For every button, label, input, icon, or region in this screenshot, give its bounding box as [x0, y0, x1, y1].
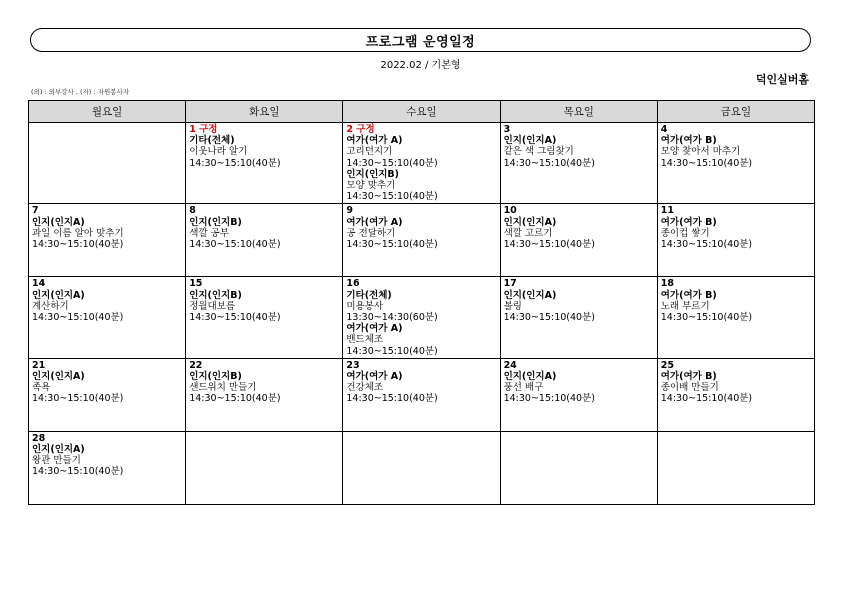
event-time: 14:30~15:10(40분) [189, 312, 281, 324]
event-category: 여가(여가 A) [346, 371, 403, 383]
event-time: 14:30~15:10(40분) [346, 191, 438, 203]
weekday-header-row [29, 101, 815, 123]
event-time: 14:30~15:10(40분) [32, 393, 124, 405]
event-time: 14:30~15:10(40분) [32, 239, 124, 251]
calendar-day-cell [500, 358, 657, 431]
calendar-day-cell [186, 204, 343, 277]
calendar-day-cell [29, 431, 186, 504]
event-category: 인지(인지B) [189, 371, 242, 383]
title-banner [30, 28, 811, 52]
event-category: 인지(인지B) [346, 168, 400, 180]
event-activity: 공 전달하기 [346, 227, 396, 239]
event-category: 인지(인지A) [32, 216, 85, 228]
event-activity: 고리던지기 [346, 146, 393, 158]
calendar-day-cell [29, 123, 186, 204]
day-number: 3 [503, 124, 511, 135]
day-number: 21 [32, 359, 46, 371]
calendar-day-cell [186, 277, 343, 358]
event-activity: 같은 색 그림찾기 [503, 146, 574, 158]
event-category: 인지(인지A) [503, 216, 557, 228]
event-activity: 모양 찾아서 마추기 [660, 146, 741, 158]
weekday-header: 월요일 [29, 101, 186, 123]
calendar-day-cell [186, 123, 343, 204]
event-activity: 노래 부르기 [660, 300, 710, 312]
calendar-day-cell [343, 358, 500, 431]
day-number: 7 [32, 205, 39, 217]
day-number: 11 [660, 205, 674, 217]
page-title: 프로그램 운영일정 [365, 34, 476, 50]
day-number: 22 [189, 359, 203, 371]
day-number: 23 [346, 359, 360, 371]
weekday-header: 금요일 [657, 101, 814, 123]
legend-note: (외) : 외부강사 , (자) : 자원봉사자 [31, 88, 130, 96]
event-activity: 볼링 [503, 300, 522, 312]
day-number: 24 [503, 359, 517, 371]
event-time: 14:30~15:10(40분) [503, 312, 595, 324]
event-time: 13:30~14:30(60분) [346, 312, 438, 324]
event-category: 여가(여가 B) [660, 216, 717, 228]
event-activity: 샌드위치 만들기 [189, 382, 257, 394]
event-category: 인지(인지A) [32, 444, 85, 456]
event-time: 14:30~15:10(40분) [32, 466, 124, 478]
day-number: 2 구정 [346, 124, 375, 135]
weekday-header: 화요일 [186, 101, 343, 123]
event-time: 14:30~15:10(40분) [189, 157, 281, 169]
calendar-day-cell [29, 204, 186, 277]
calendar-day-cell [657, 123, 814, 204]
day-number: 8 [189, 205, 196, 217]
event-category: 여가(여가 A) [346, 135, 403, 147]
event-category: 인지(인지A) [32, 371, 85, 383]
day-number: 17 [503, 278, 517, 290]
calendar-day-cell [29, 277, 186, 358]
event-time: 14:30~15:10(40분) [189, 393, 281, 405]
calendar-week-row [29, 431, 815, 504]
event-activity: 색깔 고르기 [503, 227, 553, 239]
event-activity: 계산하기 [32, 300, 69, 312]
calendar-day-cell [500, 123, 657, 204]
event-time: 14:30~15:10(40분) [660, 312, 753, 324]
calendar-day-cell [343, 123, 500, 204]
event-category: 인지(인지A) [503, 135, 557, 147]
calendar-body [29, 123, 815, 505]
event-activity: 과일 이름 알아 맞추기 [32, 227, 124, 239]
event-time: 14:30~15:10(40분) [503, 393, 595, 405]
event-category: 여가(여가 B) [660, 135, 717, 147]
calendar-day-cell [343, 204, 500, 277]
calendar-day-cell [500, 204, 657, 277]
event-activity: 색깔 공부 [189, 227, 229, 239]
event-category: 인지(인지A) [503, 371, 557, 383]
event-activity: 풍선 배구 [503, 382, 544, 394]
schedule-calendar [28, 100, 815, 505]
event-category: 인지(인지B) [189, 289, 242, 301]
calendar-day-cell [500, 431, 657, 504]
calendar-day-cell [657, 204, 814, 277]
calendar-day-cell [29, 358, 186, 431]
event-time: 14:30~15:10(40분) [346, 239, 438, 251]
event-time: 14:30~15:10(40분) [660, 157, 753, 169]
event-time: 14:30~15:10(40분) [346, 393, 438, 405]
calendar-day-cell [657, 431, 814, 504]
facility-name: 덕인실버홈 [755, 73, 809, 86]
day-number: 14 [32, 278, 46, 290]
event-time: 14:30~15:10(40분) [503, 239, 595, 251]
day-number: 18 [660, 278, 674, 290]
event-activity: 이웃나라 알기 [189, 146, 248, 158]
event-category: 여가(여가 A) [346, 216, 403, 228]
day-number: 16 [346, 278, 360, 290]
calendar-week-row [29, 123, 815, 204]
day-number: 9 [346, 205, 353, 217]
calendar-day-cell [657, 358, 814, 431]
event-category: 기타(전체) [189, 135, 235, 147]
event-activity: 미용봉사 [346, 300, 384, 312]
calendar-week-row [29, 204, 815, 277]
event-time: 14:30~15:10(40분) [660, 393, 753, 405]
event-category: 기타(전체) [346, 289, 392, 301]
calendar-week-row [29, 358, 815, 431]
calendar-day-cell [500, 277, 657, 358]
event-time: 14:30~15:10(40분) [503, 157, 595, 169]
calendar-day-cell [657, 277, 814, 358]
event-category: 여가(여가 B) [660, 371, 717, 383]
event-activity: 밴드체조 [346, 334, 384, 346]
event-time: 14:30~15:10(40분) [346, 157, 438, 169]
event-activity: 족욕 [32, 382, 51, 394]
weekday-header: 수요일 [343, 101, 500, 123]
event-activity: 왕관 만들기 [32, 455, 81, 467]
calendar-day-cell [343, 431, 500, 504]
event-category: 인지(인지A) [503, 289, 557, 301]
event-category: 여가(여가 A) [346, 323, 403, 335]
day-number: 28 [32, 432, 46, 444]
day-number: 1 구정 [189, 124, 218, 135]
event-time: 14:30~15:10(40분) [32, 312, 124, 324]
event-activity: 종이컵 쌓기 [660, 227, 710, 239]
day-number: 15 [189, 278, 203, 290]
day-number: 25 [660, 359, 674, 371]
day-number: 10 [503, 205, 517, 217]
event-time: 14:30~15:10(40분) [189, 239, 281, 251]
event-activity: 정월대보름 [189, 300, 236, 312]
event-category: 인지(인지B) [189, 216, 242, 228]
event-activity: 건강체조 [346, 382, 384, 394]
event-activity: 종이배 만들기 [660, 382, 719, 394]
event-time: 14:30~15:10(40분) [346, 345, 438, 357]
day-number: 4 [660, 124, 668, 135]
calendar-day-cell [186, 431, 343, 504]
calendar-day-cell [343, 277, 500, 358]
page-subtitle: 2022.02 / 기본형 [380, 60, 461, 71]
calendar-week-row [29, 277, 815, 358]
event-activity: 모양 맞추기 [346, 180, 396, 192]
event-time: 14:30~15:10(40분) [660, 239, 753, 251]
event-category: 여가(여가 B) [660, 289, 717, 301]
weekday-header: 목요일 [500, 101, 657, 123]
calendar-day-cell [186, 358, 343, 431]
event-category: 인지(인지A) [32, 289, 85, 301]
